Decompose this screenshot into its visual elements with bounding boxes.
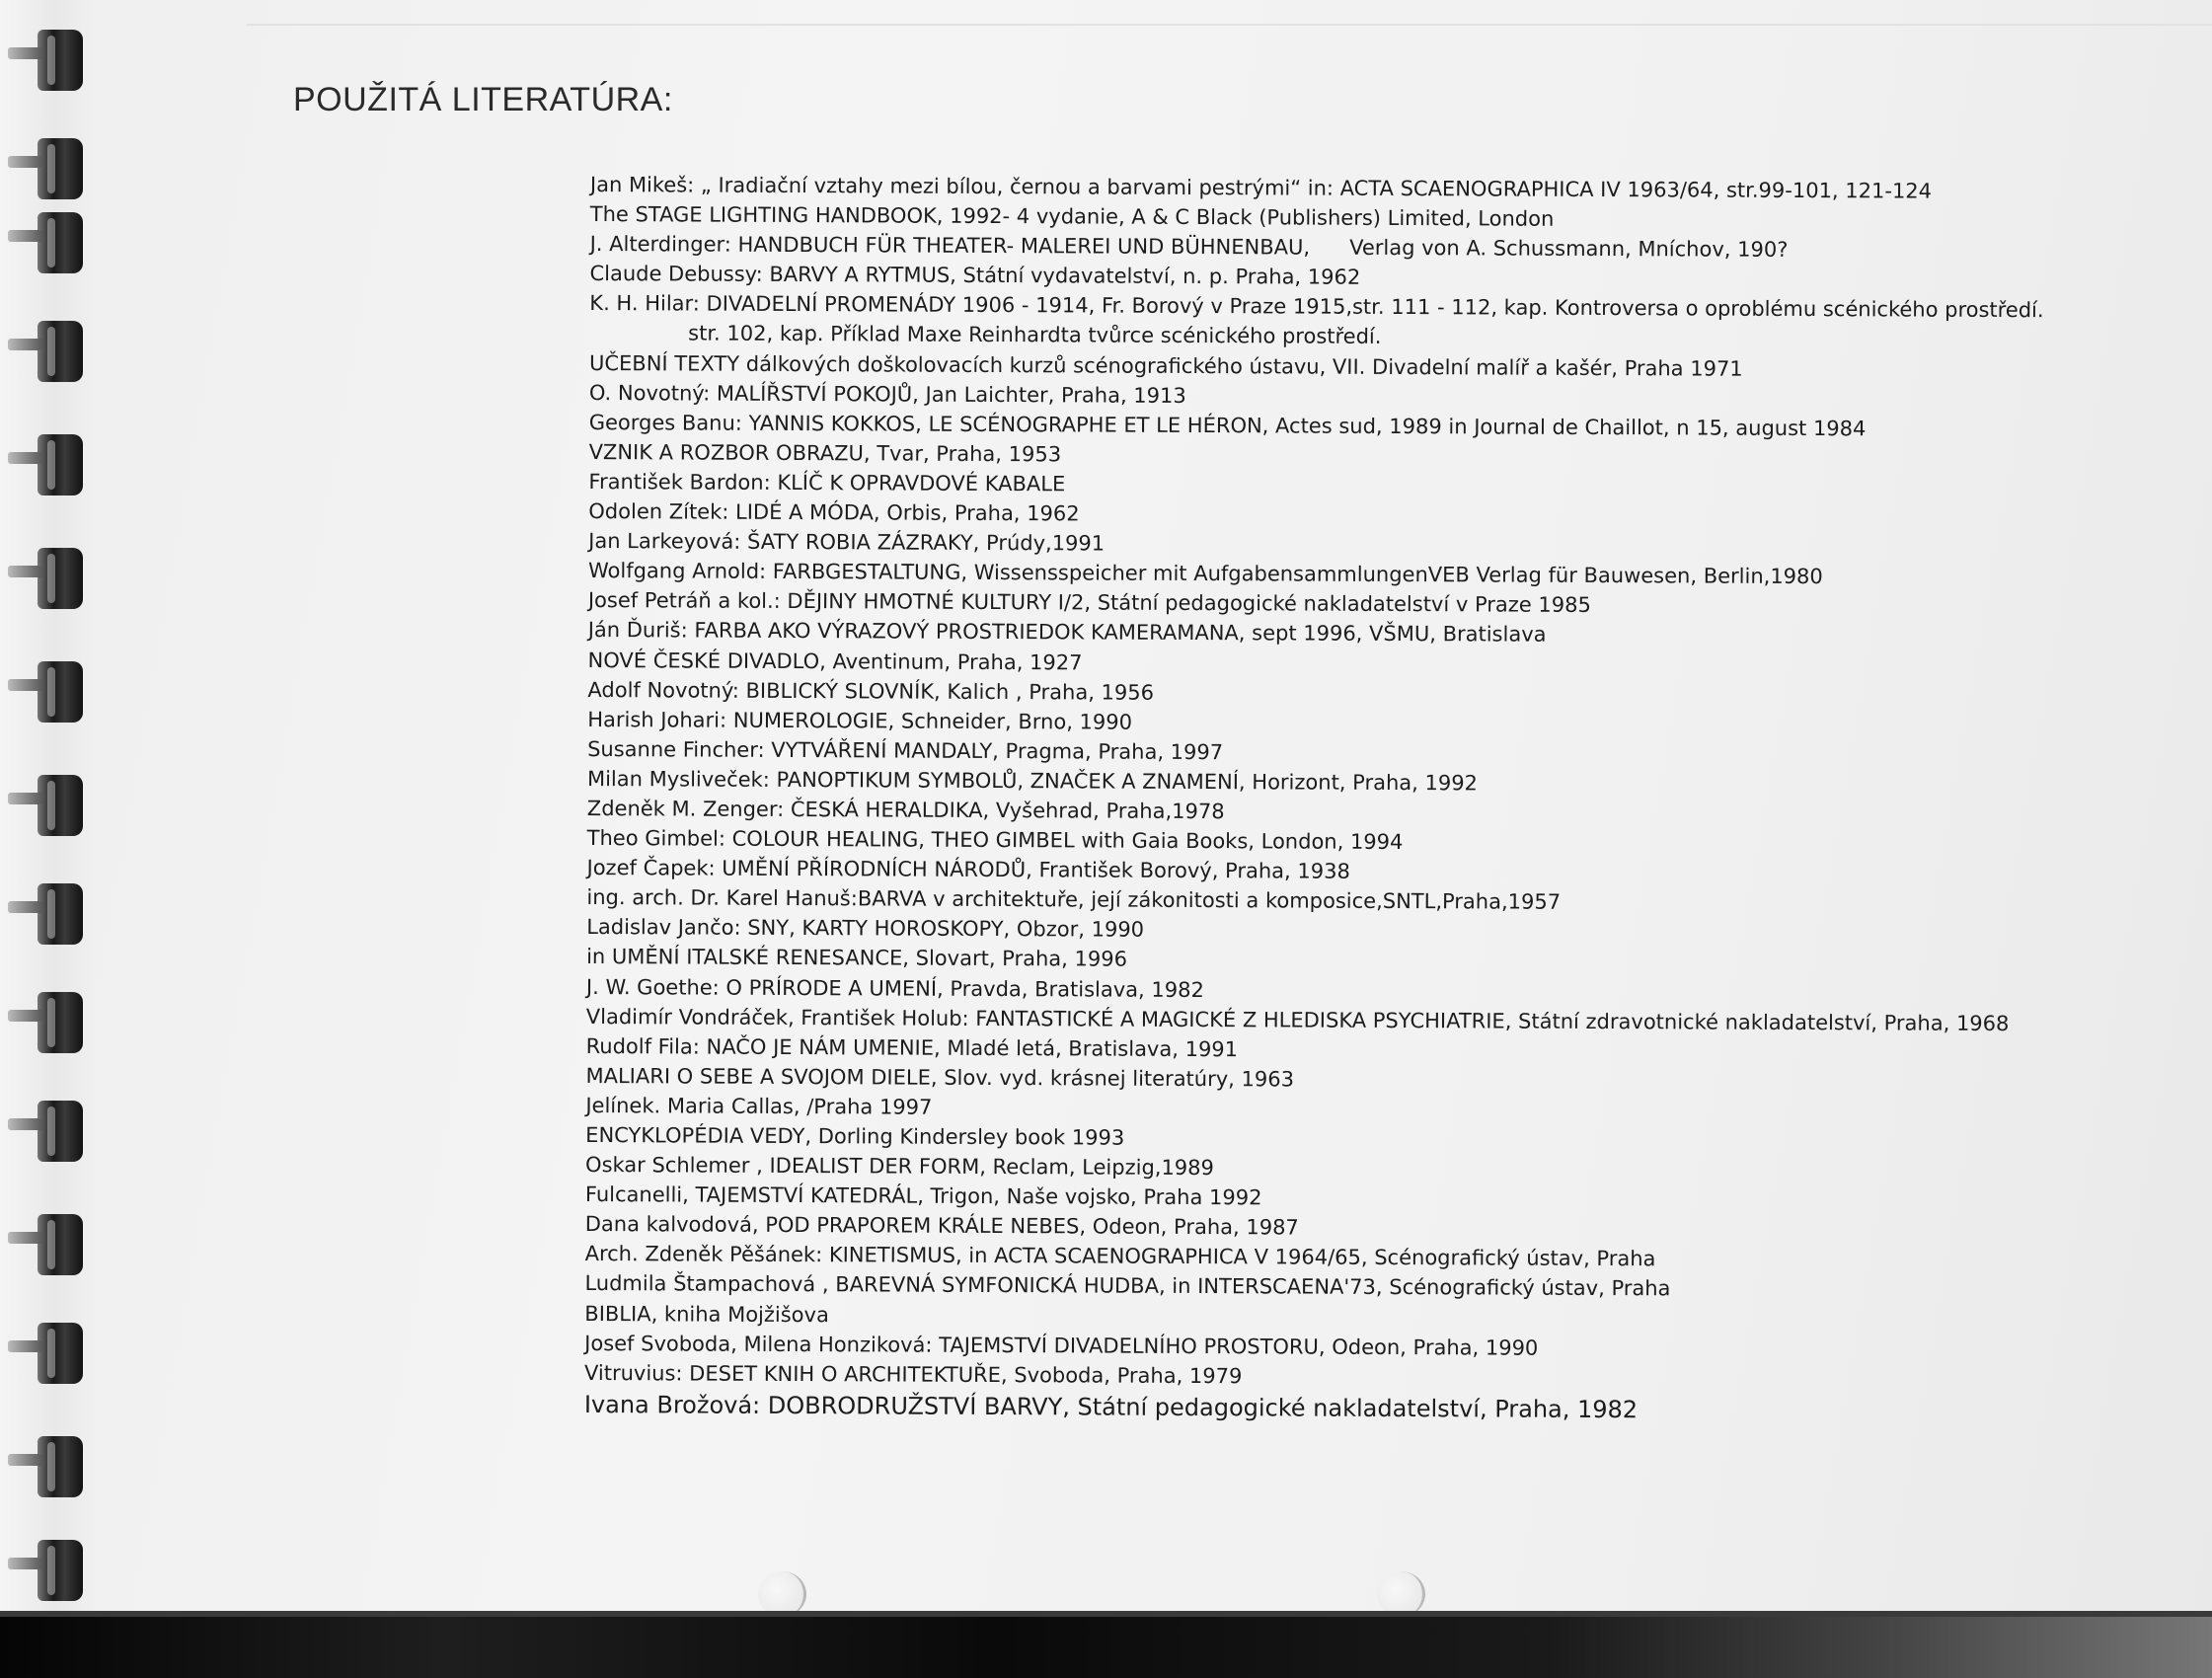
binding-coil <box>38 30 83 91</box>
reference-item: Wolfgang Arnold: FARBGESTALTUNG, Wissensspeicher mit AufgabensammlungenVEB Verlag für Bauwesen, Berlin,1980 <box>587 559 1823 589</box>
reference-item: in UMĚNÍ ITALSKÉ RENESANCE, Slovart, Praha, 1996 <box>586 945 1128 972</box>
reference-item: J. Alterdinger: HANDBUCH FÜR THEATER- MALEREI UND BÜHNENBAU, Verlag von A. Schussmann, Mníchov, 190? <box>589 232 1789 263</box>
binding-coil <box>38 992 83 1053</box>
binding-coil <box>38 321 83 382</box>
binding-coil <box>38 775 83 836</box>
reference-item: ing. arch. Dr. Karel Hanuš:BARVA v architektuře, její zákonitosti a komposice,SNTL,Praha,1957 <box>586 885 1562 915</box>
scan-bottom-edge <box>0 1611 2212 1678</box>
reference-item: Jan Mikeš: „ Iradiační vztahy mezi bílou, černou a barvami pestrými“ in: ACTA SCAENOGRAPHICA IV 1963/64, str.99-101, 121-124 <box>589 172 1933 203</box>
binding-coil <box>38 1214 83 1275</box>
reference-item: The STAGE LIGHTING HANDBOOK, 1992- 4 vydanie, A & C Black (Publishers) Limited, London <box>589 202 1555 231</box>
reference-item: Ludmila Štampachová , BAREVNÁ SYMFONICKÁ HUDBA, in INTERSCAENA'73, Scénografický ústav, Praha <box>584 1271 1671 1301</box>
reference-item: Oskar Schlemer , IDEALIST DER FORM, Reclam, Leipzig,1989 <box>585 1153 1214 1181</box>
reference-item: Vladimír Vondráček, František Holub: FANTASTICKÉ A MAGICKÉ Z HLEDISKA PSYCHIATRIE, Státní zdravotnické nakladatelství, Praha, 1968 <box>585 1004 2010 1035</box>
reference-item: František Bardon: KLÍČ K OPRAVDOVÉ KABALE <box>588 469 1066 496</box>
reference-item: Dana kalvodová, POD PRAPOREM KRÁLE NEBES, Odeon, Praha, 1987 <box>584 1212 1299 1240</box>
binding-coil <box>38 883 83 945</box>
reference-item: ENCYKLOPÉDIA VEDY, Dorling Kindersley book 1993 <box>585 1122 1125 1150</box>
reference-item: Jelínek. Maria Callas, /Praha 1997 <box>585 1093 933 1119</box>
reference-item-continuation: str. 102, kap. Příklad Maxe Reinhardta tvůrce scénického prostředí. <box>688 321 1382 349</box>
reference-item: Susanne Fincher: VYTVÁŘENÍ MANDALY, Pragma, Praha, 1997 <box>587 736 1224 764</box>
reference-item: Josef Svoboda, Milena Honziková: TAJEMSTVÍ DIVADELNÍHO PROSTORU, Odeon, Praha, 1990 <box>584 1331 1539 1360</box>
reference-item: J. W. Goethe: O PRÍRODE A UMENÍ, Pravda, Bratislava, 1982 <box>585 974 1204 1002</box>
binding-coil <box>38 1540 83 1601</box>
reference-item: Jan Larkeyová: ŠATY ROBIA ZÁZRAKY, Prúdy,1991 <box>588 529 1106 556</box>
binding-coil <box>38 434 83 496</box>
reference-item: Odolen Zítek: LIDÉ A MÓDA, Orbis, Praha, 1962 <box>588 499 1080 526</box>
page-top-edge <box>247 24 2212 26</box>
reference-item: UČEBNÍ TEXTY dálkových doškolovacích kurzů scénografického ústavu, VII. Divadelní malíř a kašér, Praha 1971 <box>588 350 1743 381</box>
reference-item: Harish Johari: NUMEROLOGIE, Schneider, Brno, 1990 <box>587 707 1133 734</box>
reference-item: BIBLIA, kniha Mojžišova <box>584 1301 829 1327</box>
reference-item: Theo Gimbel: COLOUR HEALING, THEO GIMBEL with Gaia Books, London, 1994 <box>586 826 1404 855</box>
binding-coil <box>38 661 83 723</box>
reference-item: VZNIK A ROZBOR OBRAZU, Tvar, Praha, 1953 <box>588 439 1062 467</box>
binding-coil <box>38 1436 83 1497</box>
reference-item: Jozef Čapek: UMĚNÍ PŘÍRODNÍCH NÁRODŮ, František Borový, Praha, 1938 <box>586 856 1350 883</box>
reference-item: Claude Debussy: BARVY A RYTMUS, Státní vydavatelství, n. p. Praha, 1962 <box>589 262 1361 290</box>
reference-item: Rudolf Fila: NAČO JE NÁM UMENIE, Mladé letá, Bratislava, 1991 <box>585 1033 1239 1061</box>
reference-list <box>584 170 2130 1427</box>
reference-item: NOVÉ ČESKÉ DIVADLO, Aventinum, Praha, 1927 <box>587 648 1083 674</box>
reference-item: Georges Banu: YANNIS KOKKOS, LE SCÉNOGRAPHE ET LE HÉRON, Actes sud, 1989 in Journal de Chaillot, n 15, august 1984 <box>588 410 1867 441</box>
binding-coil <box>38 212 83 273</box>
reference-item: Ivana Brožová: DOBRODRUŽSTVÍ BARVY, Státní pedagogické nakladatelství, Praha, 1982 <box>583 1390 1639 1424</box>
reference-item: Ján Ďuriš: FARBA AKO VÝRAZOVÝ PROSTRIEDOK KAMERAMANA, sept 1996, VŠMU, Bratislava <box>587 618 1547 648</box>
binding-coil <box>38 1323 83 1384</box>
binding-coil <box>38 138 83 199</box>
reference-item: Arch. Zdeněk Pěšánek: KINETISMUS, in ACTA SCAENOGRAPHICA V 1964/65, Scénografický ústav, Praha <box>584 1242 1656 1271</box>
page-title: POUŽITÁ LITERATÚRA: <box>293 81 673 118</box>
reference-item: MALIARI O SEBE A SVOJOM DIELE, Slov. vyd. krásnej literatúry, 1963 <box>585 1063 1295 1092</box>
binding-coil <box>38 548 83 609</box>
reference-item: Vitruvius: DESET KNIH O ARCHITEKTUŘE, Svoboda, Praha, 1979 <box>583 1360 1243 1388</box>
reference-item: Fulcanelli, TAJEMSTVÍ KATEDRÁL, Trigon, Naše vojsko, Praha 1992 <box>584 1182 1262 1210</box>
binding-coil <box>38 1101 83 1162</box>
reference-item: Zdeněk M. Zenger: ČESKÁ HERALDIKA, Vyšehrad, Praha,1978 <box>586 796 1225 824</box>
reference-item: Ladislav Jančo: SNY, KARTY HOROSKOPY, Obzor, 1990 <box>586 915 1145 943</box>
reference-item: O. Novotný: MALÍŘSTVÍ POKOJŮ, Jan Laichter, Praha, 1913 <box>588 380 1186 408</box>
reference-item: K. H. Hilar: DIVADELNÍ PROMENÁDY 1906 - 1914, Fr. Borový v Praze 1915,str. 111 - 112, kap. Kontroversa o oproblému scénického prostředí. <box>589 291 2044 323</box>
reference-item: Milan Mysliveček: PANOPTIKUM SYMBOLŮ, ZNAČEK A ZNAMENÍ, Horizont, Praha, 1992 <box>586 766 1479 796</box>
reference-item: Josef Petráň a kol.: DĚJINY HMOTNÉ KULTURY I/2, Státní pedagogické nakladatelství v Praze 1985 <box>587 588 1591 618</box>
spiral-binding <box>0 0 94 1678</box>
reference-item: Adolf Novotný: BIBLICKÝ SLOVNÍK, Kalich , Praha, 1956 <box>587 677 1155 705</box>
